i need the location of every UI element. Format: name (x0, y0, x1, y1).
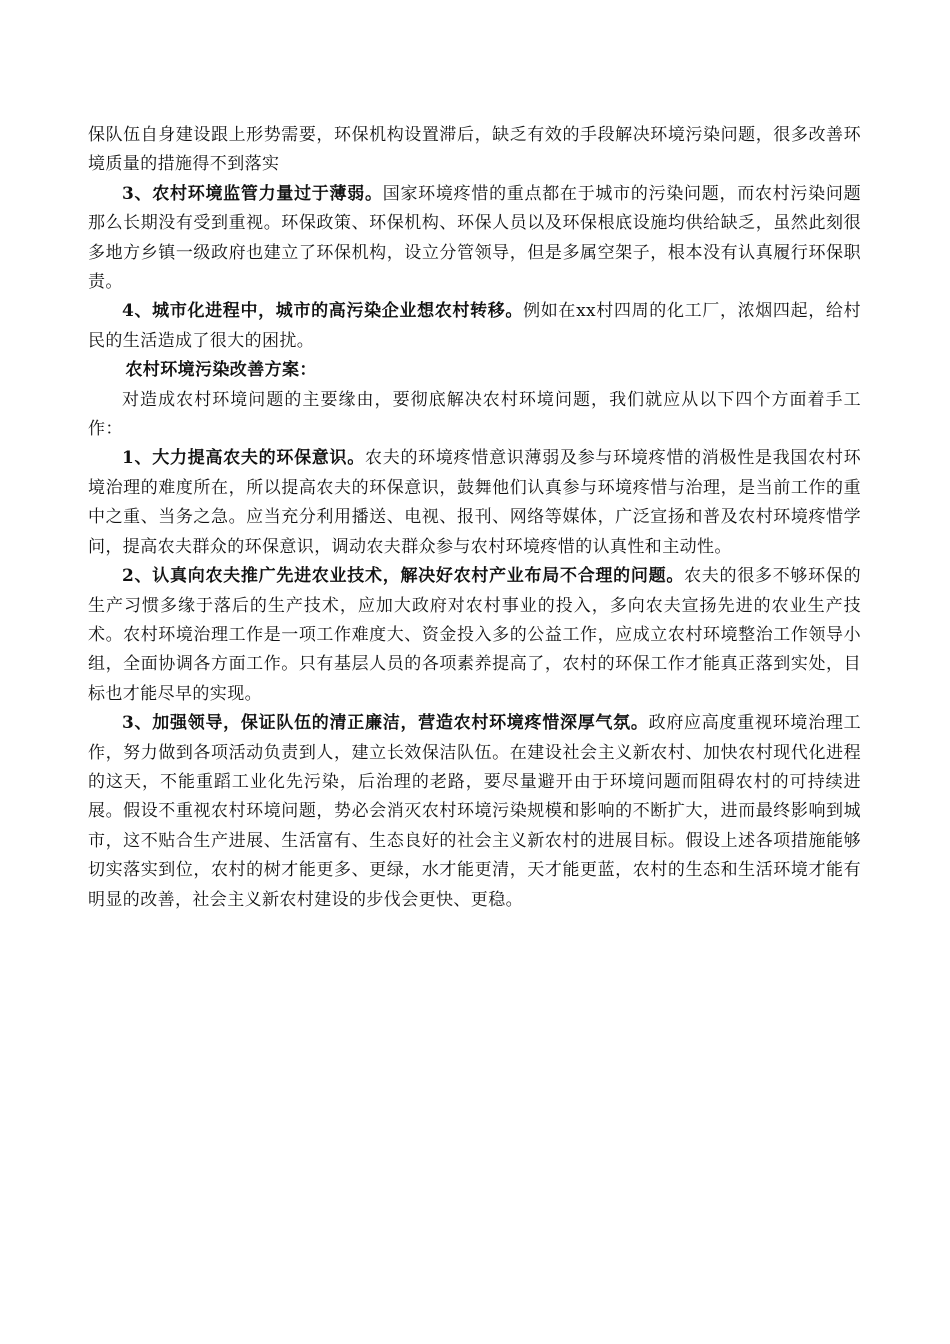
paragraph-lead: 4、城市化进程中，城市的高污染企业想农村转移。 (122, 301, 524, 322)
measure-text: 政府应高度重视环境治理工作，努力做到各项活动负责到人，建立长效保洁队伍。在建设社会主义新农村、加快农村现代化进程的这天，不能重蹈工业化先污染，后治理的老路，要尽量避开由于环境问题而阻碍农村的可持续进展。假设不重视农村环境问题，势必会消灭农村环境污染规模和影响的不断扩大，进而最终影响到城市，这不贴合生产进展、生活富有、生态良好的社会主义新农村的进展目标。假设上述各项措施能够切实落实到位，农村的树才能更多、更绿，水才能更清，天才能更蓝，农村的生态和生活环境才能有明显的改善，社会主义新农村建设的步伐会更快、更稳。 (88, 713, 861, 910)
paragraph-text: 例如在xx村四周的化工厂，浓烟四起，给村民的生活造成了很大的困扰。 (88, 301, 861, 351)
document-page (88, 121, 861, 915)
measure-3 (88, 709, 861, 915)
paragraph-point-4 (88, 297, 861, 356)
section-title: 农村环境污染改善方案： (125, 360, 317, 381)
measure-text: 农夫的环境疼惜意识薄弱及参与环境疼惜的消极性是我国农村环境治理的难度所在，所以提高农夫的环保意识，鼓舞他们认真参与环境疼惜与治理，是当前工作的重中之重、当务之急。应当充分利用播送、电视、报刊、网络等媒体，广泛宣扬和普及农村环境疼惜学问，提高农夫群众的环保意识，调动农夫群众参与农村环境疼惜的认真性和主动性。 (88, 448, 861, 557)
measure-lead: 1、大力提高农夫的环保意识。 (122, 448, 365, 469)
measure-lead: 2、认真向农夫推广先进农业技术，解决好农村产业布局不合理的问题。 (122, 566, 685, 587)
paragraph-continuation (88, 121, 861, 180)
measure-1 (88, 444, 861, 562)
measure-2 (88, 562, 861, 709)
paragraph-text: 国家环境疼惜的重点都在于城市的污染问题，而农村污染问题那么长期没有受到重视。环保政策、环保机构、环保人员以及环保根底设施均供给缺乏，虽然此刻很多地方乡镇一级政府也建立了环保机构，设立分管领导，但是多属空架子，根本没有认真履行环保职责。 (88, 183, 861, 293)
paragraph-point-3 (88, 180, 861, 298)
paragraph-text: 保队伍自身建设跟上形势需要，环保机构设置滞后，缺乏有效的手段解决环境污染问题，很多改善环境质量的措施得不到落实 (88, 125, 861, 175)
measure-text: 农夫的很多不够环保的生产习惯多缘于落后的生产技术，应加大政府对农村事业的投入，多向农夫宣扬先进的农业生产技术。农村环境治理工作是一项工作难度大、资金投入多的公益工作，应成立农村环境整治工作领导小组，全面协调各方面工作。只有基层人员的各项素养提高了，农村的环保工作才能真正落到实处，目标也才能尽早的实现。 (88, 566, 861, 704)
paragraph-lead: 3、农村环境监管力量过于薄弱。 (122, 183, 383, 204)
measure-lead: 3、加强领导，保证队伍的清正廉洁，营造农村环境疼惜深厚气氛。 (122, 713, 649, 734)
section-intro: 对造成农村环境问题的主要缘由，要彻底解决农村环境问题，我们就应从以下四个方面着手工作： (88, 389, 861, 440)
